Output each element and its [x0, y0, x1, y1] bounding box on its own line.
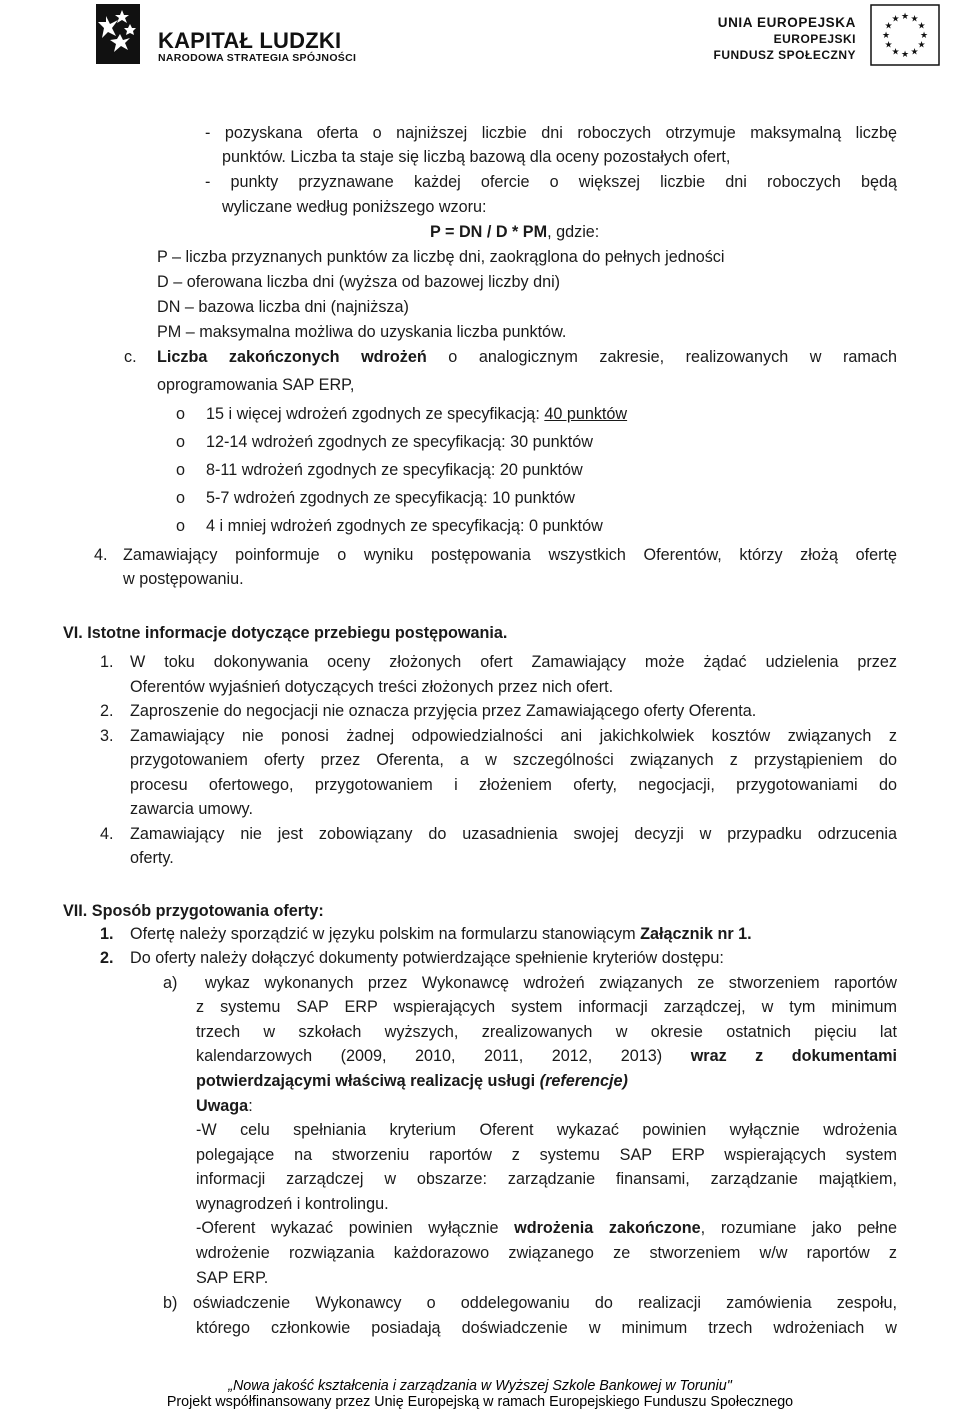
- vii-item-1-plain: Ofertę należy sporządzić w języku polskim na formularzu stanowiącym: [130, 925, 641, 943]
- vi-item-2-line-1: Zaproszenie do negocjacji nie oznacza przyjęcia przez Zamawiającego oferty Oferenta.: [130, 702, 757, 720]
- uwaga-2-bold: wdrożenia zakończone: [514, 1219, 701, 1237]
- sub-item-b-line-2: którego członkowie posiadają doświadczenie w minimum trzech wdrożeniach w: [196, 1319, 897, 1337]
- vi-item-3-line-4: zawarcia umowy.: [130, 800, 253, 818]
- vi-item-1-line-1: W toku dokonywania oceny złożonych ofert Zamawiający może żądać udzielenia przez: [130, 653, 897, 671]
- bullet-2: o: [176, 433, 186, 451]
- uwaga-2-plain-b: , rozumiane jako pełne: [700, 1219, 897, 1237]
- sub-item-a-line-5: [196, 1069, 628, 1094]
- definition-d: D – oferowana liczba dni (wyższa od bazowej liczby dni): [157, 273, 561, 291]
- kapital-ludzki-title: KAPITAŁ LUDZKI: [158, 28, 342, 53]
- uwaga-1-line-3: informacji zarządczej w obszarze: zarządzanie finansami, zarządzanie majątkiem,: [196, 1170, 897, 1188]
- criterion-c-line-2: oprogramowania SAP ERP,: [157, 376, 355, 394]
- point-4-line-1: Zamawiający poinformuje o wyniku postępowania wszystkich Oferentów, którzy złożą ofertę: [123, 546, 897, 564]
- vii-item-1-text: [130, 922, 752, 947]
- footer-project-title: „Nowa jakość kształcenia i zarządzania w Wyższej Szkole Bankowej w Toruniu": [228, 1378, 732, 1394]
- definition-p: P – liczba przyznanych punktów za liczbę dni, zaokrąglona do pełnych jedności: [157, 248, 725, 266]
- sub-item-a-line-4: [196, 1044, 897, 1069]
- sub-item-a-line-5-bold: potwierdzającymi właściwą realizację usługi: [196, 1072, 540, 1090]
- eu-label-line1: UNIA EUROPEJSKA: [717, 15, 856, 30]
- eu-flag-icon: [870, 4, 940, 66]
- eu-flag-star: ★: [900, 11, 910, 21]
- bullet-1: o: [176, 405, 186, 423]
- scoring-line-1: - pozyskana oferta o najniższej liczbie dni roboczych otrzymuje maksymalną liczbę: [205, 124, 897, 142]
- item-1-points: 40 punktów: [544, 405, 628, 423]
- criterion-c-line-1: [157, 345, 897, 370]
- eu-flag-star: ★: [910, 13, 919, 24]
- sub-item-b-marker: b): [163, 1294, 178, 1312]
- uwaga-colon: :: [248, 1097, 253, 1115]
- bullet-4: o: [176, 489, 186, 507]
- vi-item-1-line-2: Oferentów wyjaśnień dotyczących treści złożonych przez nich ofert.: [130, 678, 614, 696]
- eu-flag-star: ★: [917, 20, 926, 31]
- point-4-line-2: w postępowaniu.: [123, 570, 244, 588]
- scoring-line-3: - punkty przyznawane każdej ofercie o większej liczbie dni roboczych będą: [205, 173, 897, 191]
- vi-item-4-line-2: oferty.: [130, 849, 174, 867]
- vi-item-3-number: 3.: [100, 727, 114, 745]
- vii-item-1-bold: Załącznik nr 1.: [640, 925, 752, 943]
- criterion-c-rest: o analogicznym zakresie, realizowanych w ramach: [448, 348, 897, 366]
- scoring-line-4: wyliczane według poniższego wzoru:: [222, 198, 487, 216]
- criterion-c-item-4: 5-7 wdrożeń zgodnych ze specyfikacją: 10 punktów: [206, 489, 575, 507]
- definition-dn: DN – bazowa liczba dni (najniższa): [157, 298, 409, 316]
- uwaga-2-line-1: [196, 1216, 897, 1241]
- sub-item-a-line-2: z systemu SAP ERP wspierających system informacji zarządczej, w tym minimum: [196, 998, 897, 1016]
- criterion-c-item-2: 12-14 wdrożeń zgodnych ze specyfikacją: 30 punktów: [206, 433, 593, 451]
- vi-item-4-line-1: Zamawiający nie jest zobowiązany do uzasadnienia swojej decyzji w przypadku odrzucenia: [130, 825, 897, 843]
- bullet-5: o: [176, 517, 186, 535]
- criterion-c-title: Liczba zakończonych wdrożeń: [157, 348, 427, 366]
- uwaga-2-plain-a: -Oferent wykazać powinien wyłącznie: [196, 1219, 515, 1237]
- vi-item-4-number: 4.: [100, 825, 114, 843]
- uwaga-1-line-4: wynagrodzeń i kontrolingu.: [196, 1195, 389, 1213]
- eu-label-line2: EUROPEJSKI: [773, 32, 856, 46]
- vi-item-1-number: 1.: [100, 653, 114, 671]
- eu-flag-star: ★: [919, 30, 929, 40]
- sub-item-a-line-3: trzech w szkołach wyższych, zrealizowanych w okresie ostatnich pięciu lat: [196, 1023, 897, 1041]
- eu-flag-star: ★: [910, 46, 919, 57]
- section-vii-heading: VII. Sposób przygotowania oferty:: [63, 902, 324, 920]
- criterion-c-item-1: [206, 402, 627, 427]
- uwaga-2-line-3: SAP ERP.: [196, 1269, 269, 1287]
- uwaga-word: Uwaga: [196, 1097, 249, 1115]
- eu-label: [713, 14, 856, 63]
- footer-cofinancing-note: Projekt współfinansowany przez Unię Europejską w ramach Europejskiego Funduszu Społecznego: [166, 1394, 794, 1410]
- kapital-ludzki-subtitle: NARODOWA STRATEGIA SPÓJNOŚCI: [158, 52, 357, 64]
- vi-item-2-number: 2.: [100, 702, 114, 720]
- sub-item-a-line-4-bold: wraz z dokumentami: [690, 1047, 897, 1065]
- eu-flag-star: ★: [884, 20, 893, 31]
- page-header: [0, 0, 960, 80]
- definition-pm: PM – maksymalna możliwa do uzyskania liczba punktów.: [157, 323, 567, 341]
- sub-item-a-line-5-italic: (referencje): [539, 1072, 628, 1090]
- sub-item-a-line-1: wykaz wykonanych przez Wykonawcę wdrożeń związanych ze stworzeniem raportów: [205, 974, 897, 992]
- formula-suffix: , gdzie:: [547, 223, 600, 241]
- eu-flag-star: ★: [900, 49, 910, 59]
- criterion-c-item-3: 8-11 wdrożeń zgodnych ze specyfikacją: 20 punktów: [206, 461, 583, 479]
- uwaga-1-line-2: polegające na stworzeniu raportów z systemu SAP ERP wspierających system: [196, 1146, 897, 1164]
- formula-text: P = DN / D * PM: [430, 223, 548, 241]
- eu-flag-star: ★: [891, 13, 900, 24]
- criterion-c-item-5: 4 i mniej wdrożeń zgodnych ze specyfikacją: 0 punktów: [206, 517, 603, 535]
- vi-item-3-line-3: procesu ofertowego, przygotowaniem i złożeniem oferty, negocjacji, przygotowaniami do: [130, 776, 897, 794]
- vii-item-2-text: Do oferty należy dołączyć dokumenty potwierdzające spełnienie kryteriów dostępu:: [130, 949, 724, 967]
- uwaga-2-line-2: wdrożenie rozwiązania każdorazowo związanego ze stworzeniem w/w raportów z: [196, 1244, 897, 1262]
- vii-item-2-number: 2.: [100, 949, 114, 967]
- item-1-text: 15 i więcej wdrożeń zgodnych ze specyfikacją:: [206, 405, 545, 423]
- vii-item-1-number: 1.: [100, 925, 114, 943]
- sub-item-b-line-1: oświadczenie Wykonawcy o oddelegowaniu do realizacji zamówienia zespołu,: [193, 1294, 897, 1312]
- eu-flag-star: ★: [891, 46, 900, 57]
- sub-item-a-marker: a): [163, 974, 178, 992]
- criterion-c-marker: c.: [124, 348, 137, 366]
- uwaga-1-line-1: -W celu spełniania kryterium Oferent wykazać powinien wyłącznie wdrożenia: [196, 1121, 897, 1139]
- eu-flag-star: ★: [917, 39, 926, 50]
- section-vi-heading: VI. Istotne informacje dotyczące przebiegu postępowania.: [63, 624, 508, 642]
- scoring-line-2: punktów. Liczba ta staje się liczbą bazową dla oceny pozostałych ofert,: [222, 148, 731, 166]
- vi-item-3-line-2: przygotowaniem oferty przez Oferenta, a w szczególności związanych z przystąpieniem do: [130, 751, 897, 769]
- uwaga-label: [196, 1094, 253, 1119]
- bullet-3: o: [176, 461, 186, 479]
- eu-flag-star: ★: [881, 30, 891, 40]
- point-4-number: 4.: [94, 546, 108, 564]
- kapital-ludzki-logo-icon: [96, 4, 140, 64]
- vi-item-3-line-1: Zamawiający nie ponosi żadnej odpowiedzialności ani jakichkolwiek kosztów związanych z: [130, 727, 897, 745]
- eu-flag-star: ★: [884, 39, 893, 50]
- sub-item-a-line-4-plain: kalendarzowych (2009, 2010, 2011, 2012, 2013): [196, 1047, 691, 1065]
- scoring-formula: [430, 220, 599, 245]
- eu-label-line3: FUNDUSZ SPOŁECZNY: [713, 48, 856, 62]
